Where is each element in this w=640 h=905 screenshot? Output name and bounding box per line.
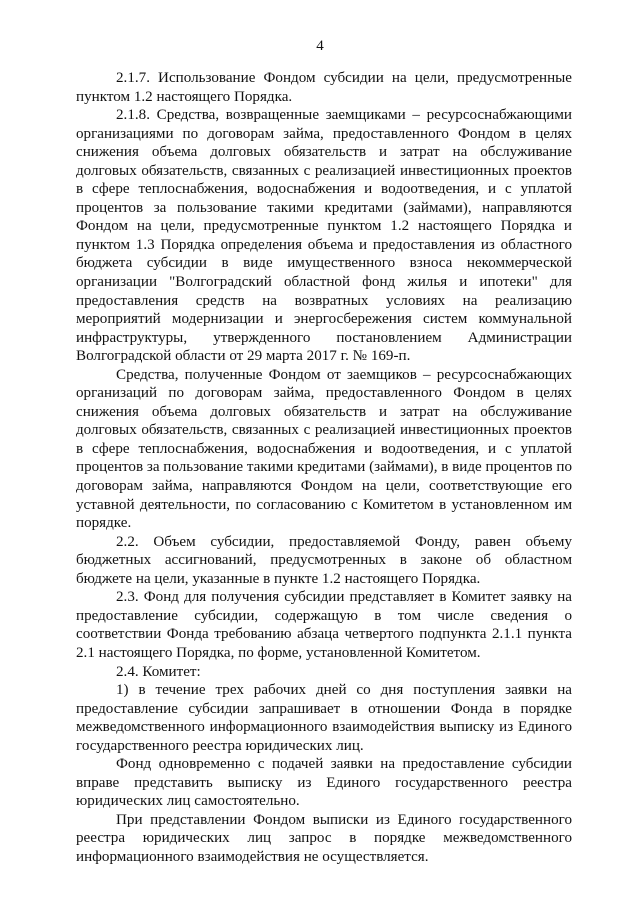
paragraph-2-1-8: 2.1.8. Средства, возвращенные заемщиками – ресурсоснабжающими организациями по договорам займа, предоставленного Фондом в целях снижения объема долговых обязательств и затрат на обслуживание долговых обязательств, связанных с реализацией инвестиционных проектов в сфере теплоснабжения, водоснабжения и водоотведения, и с уплатой процентов за пользование такими кредитами (займами), направляются Фондом на цели, предусмотренные пунктом 1.2 настоящего Порядка и пунктом 1.3 Порядка определения объема и предоставления из областного бюджета субсидии в виде имущественного взноса некоммерческой организации "Волгоградский областной фонд жилья и ипотеки" для предоставления средств на возвратных условиях на реализацию мероприятий модернизации и энергосбережения систем коммунальной инфраструктуры, утвержденного постановлением Администрации Волгоградской области от 29 марта 2017 г. № 169-п. <box>76 107 572 365</box>
paragraph-2-4: 2.4. Комитет: <box>116 663 201 680</box>
paragraph-funds-received: Средства, полученные Фондом от заемщиков – ресурсоснабжающих организаций по договорам займа, предоставленного Фондом в целях снижения объема долговых обязательств и затрат на обслуживание долговых обязательств, связанных с реализацией инвестиционных проектов в сфере теплоснабжения, водоснабжения и водоотведения, и с уплатой процентов за пользование такими кредитами (займами), в виде процентов по договорам займа, направляются Фондом на цели, соответствующие его уставной деятельности, по согласованию с Комитетом в установленном им порядке. <box>76 366 573 532</box>
paragraph-2-4-item-1: 1) в течение трех рабочих дней со дня поступления заявки на предоставление субсидии запрашивает в отношении Фонда в порядке межведомственного информационного взаимодействия выписку из Единого государственного реестра юридических лиц. <box>76 682 572 754</box>
document-body <box>76 69 572 867</box>
paragraph-fund-submits-extract: Фонд одновременно с подачей заявки на предоставление субсидии вправе представить выписку из Единого государственного реестра юридических лиц самостоятельно. <box>76 756 572 810</box>
paragraph-2-2: 2.2. Объем субсидии, предоставляемой Фонду, равен объему бюджетных ассигнований, предусмотренных в законе об областном бюджете на цели, указанные в пункте 1.2 настоящего Порядка. <box>76 533 572 587</box>
paragraph-2-1-7: 2.1.7. Использование Фондом субсидии на цели, предусмотренные пунктом 1.2 настоящего Порядка. <box>76 70 572 105</box>
page-number: 4 <box>316 38 324 54</box>
paragraph-no-request: При представлении Фондом выписки из Единого государственного реестра юридических лиц запрос в порядке межведомственного информационного взаимодействия не осуществляется. <box>76 811 572 865</box>
paragraph-2-3: 2.3. Фонд для получения субсидии представляет в Комитет заявку на предоставление субсидии, содержащую в том числе сведения о соответствии Фонда требованию абзаца четвертого подпункта 2.1.1 пункта 2.1 настоящего Порядка, по форме, установленной Комитетом. <box>76 589 572 661</box>
